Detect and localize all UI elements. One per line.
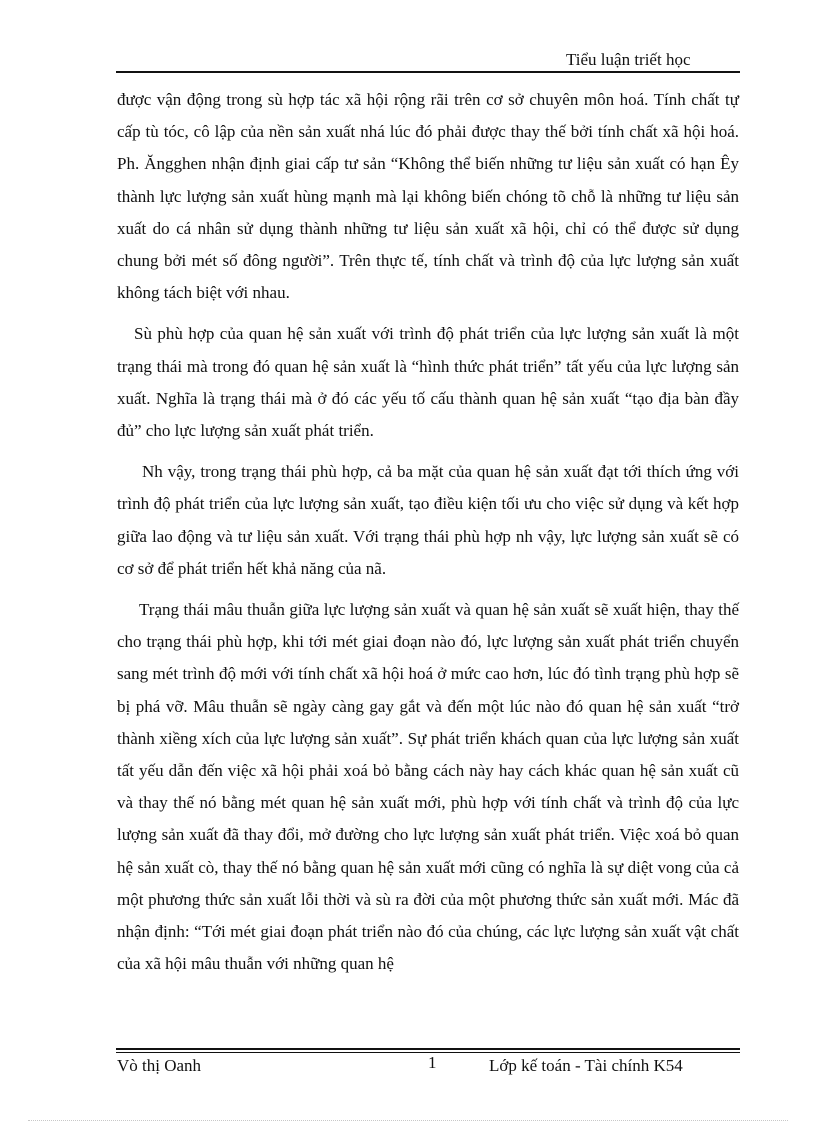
footer-class-name: Lớp kế toán - Tài chính K54 xyxy=(489,1056,683,1075)
page-header-title: Tiểu luận triết học xyxy=(566,50,691,69)
header-rule xyxy=(116,71,740,73)
paragraph-contradiction: Trạng thái mâu thuẫn giữa lực lượng sản xuất và quan hệ sản xuất sẽ xuất hiện, thay thế cho trạng thái phù hợp, khi tới mét giai đoạn nào đó, lực lượng sản xuất phát triển chuyển sang mét trình độ mới với tính chất xã hội hoá ở mức cao hơn, lúc đó tình trạng phù hợp sẽ bị phá vỡ. Mâu thuẫn sẽ ngày càng gay gắt và đến một lúc nào đó quan hệ sản xuất “trở thành xiềng xích của lực lượng sản xuất”. Sự phát triển khách quan của lực lượng sản xuất tất yếu dẫn đến việc xã hội phải xoá bỏ bằng cách này hay cách khác quan hệ sản xuất cũ và thay thế nó bằng mét quan hệ sản xuất mới, phù hợp với tính chất và trình độ của lực lượng sản xuất đã thay đổi, mở đường cho lực lượng sản xuất phát triển. Việc xoá bỏ quan hệ sản xuất cò, thay thế nó bằng quan hệ sản xuất mới cũng có nghĩa là sự diệt vong của cả một phương thức sản xuất lỗi thời và sù ra đời của một phương thức sản xuất mới. Mác đã nhận định: “Tới mét giai đoạn phát triển nào đó của chúng, các lực lượng sản xuất vật chất của xã hội mâu thuẫn với những quan hệ xyxy=(117,600,739,974)
footer-author: Vò thị Oanh xyxy=(117,1056,202,1075)
footer-page-number: 1 xyxy=(428,1053,437,1072)
paragraph-optimal-state: Nh vậy, trong trạng thái phù hợp, cả ba mặt của quan hệ sản xuất đạt tới thích ứng với trình độ phát triển của lực lượng sản xuất, tạo điều kiện tối ưu cho việc sử dụng và kết hợp giữa lao động và tư liệu sản xuất. Với trạng thái phù hợp nh vậy, lực lượng sản xuất sẽ có cơ sở để phát triển hết khả năng của nã. xyxy=(117,462,739,578)
footer-rule-thick xyxy=(116,1048,740,1050)
page-edge-divider xyxy=(28,1120,788,1121)
document-body xyxy=(117,84,739,980)
paragraph-conformity: Sù phù hợp của quan hệ sản xuất với trình độ phát triển của lực lượng sản xuất là một trạng thái mà trong đó quan hệ sản xuất là “hình thức phát triển” tất yếu của lực lượng sản xuất. Nghĩa là trạng thái mà ở đó các yếu tố cấu thành quan hệ sản xuất “tạo địa bàn đầy đủ” cho lực lượng sản xuất phát triển. xyxy=(117,324,739,441)
paragraph-continuation: được vận động trong sù hợp tác xã hội rộng rãi trên cơ sở chuyên môn hoá. Tính chất tự cấp tù tóc, cô lập của nền sản xuất nhá lúc đó phải được thay thế bởi tính chất xã hội hoá. Ph. Ăngghen nhận định giai cấp tư sản “Không thể biến những tư liệu sản xuất có hạn Êy thành lực lượng sản xuất hùng mạnh mà lại không biến chóng tõ chỗ là những tư liệu sản xuất do cá nhân sử dụng thành những tư liệu sản xuất xã hội, chỉ có thể được sử dụng chung bởi mét số đông người”. Trên thực tế, tính chất và trình độ của lực lượng sản xuất không tách biệt với nhau. xyxy=(117,90,739,303)
